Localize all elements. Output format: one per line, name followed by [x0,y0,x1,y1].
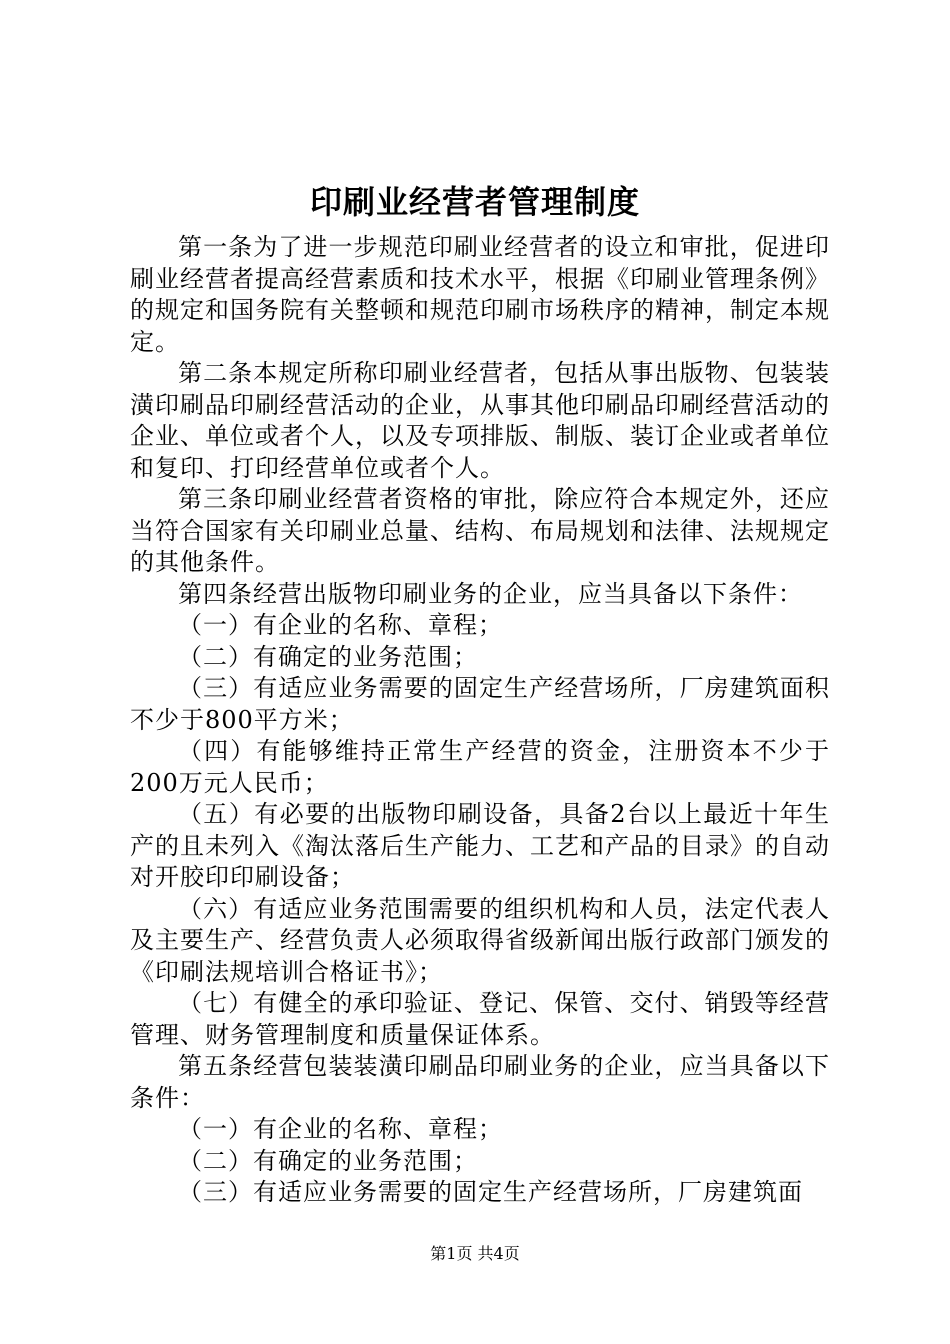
document-body [130,232,830,1209]
paragraph-article-5: 第五条经营包装装潢印刷品印刷业务的企业，应当具备以下条件： [130,1052,830,1112]
list-item: （五）有必要的出版物印刷设备，具备2台以上最近十年生产的且未列入《淘汰落后生产能力、工艺和产品的目录》的自动对开胶印印刷设备； [130,800,830,891]
list-item: （二）有确定的业务范围； [178,642,478,671]
list-item: （四）有能够维持正常生产经营的资金，注册资本不少于200万元人民币； [130,737,830,797]
page-footer: 第1页 共4页 [430,1244,520,1263]
list-item: （六）有适应业务范围需要的组织机构和人员，法定代表人及主要生产、经营负责人必须取得省级新闻出版行政部门颁发的《印刷法规培训合格证书》； [130,894,830,986]
list-item: （一）有企业的名称、章程； [178,611,503,639]
list-item: （三）有适应业务需要的固定生产经营场所，厂房建筑面 [178,1178,803,1206]
document-title: 印刷业经营者管理制度 [309,183,640,221]
list-item: （一）有企业的名称、章程； [178,1115,503,1143]
list-item: （三）有适应业务需要的固定生产经营场所，厂房建筑面积不少于800平方米； [130,674,830,734]
paragraph-article-3: 第三条印刷业经营者资格的审批，除应符合本规定外，还应当符合国家有关印刷业总量、结构、布局规划和法律、法规规定的其他条件。 [130,485,830,576]
list-item: （七）有健全的承印验证、登记、保管、交付、销毁等经营管理、财务管理制度和质量保证体系。 [130,989,830,1049]
list-item: （二）有确定的业务范围； [178,1146,478,1175]
paragraph-article-2: 第二条本规定所称印刷业经营者，包括从事出版物、包装装潢印刷品印刷经营活动的企业，从事其他印刷品印刷经营活动的企业、单位或者个人，以及专项排版、制版、装订企业或者单位和复印、打印经营单位或者个人。 [130,359,830,482]
paragraph-article-1: 第一条为了进一步规范印刷业经营者的设立和审批，促进印刷业经营者提高经营素质和技术水平，根据《印刷业管理条例》的规定和国务院有关整顿和规范印刷市场秩序的精神，制定本规定。 [130,233,830,356]
paragraph-article-4: 第四条经营出版物印刷业务的企业，应当具备以下条件： [178,579,803,608]
